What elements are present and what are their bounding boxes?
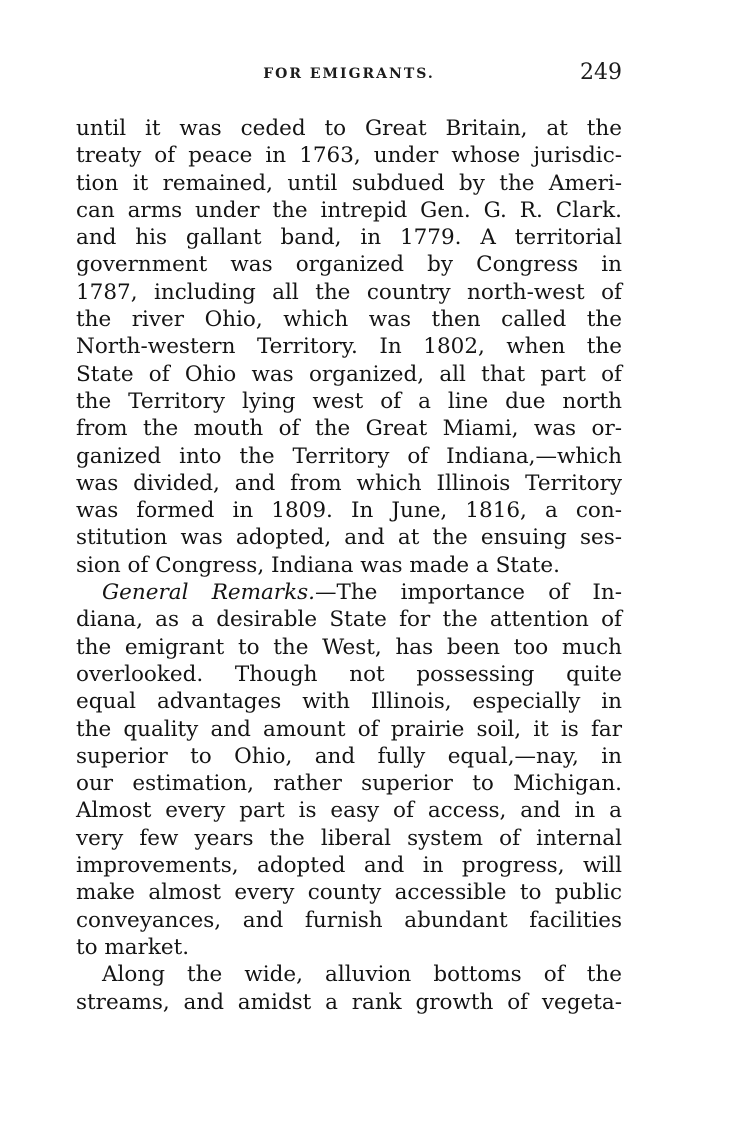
text-line: treaty of peace in 1763, under whose jurisdic- — [76, 143, 622, 169]
text-line: the emigrant to the West, has been too much — [76, 634, 622, 660]
paragraph-bottoms — [76, 961, 622, 1016]
text-line: can arms under the intrepid Gen. G. R. Clark. — [76, 197, 622, 223]
text-line: streams, and amidst a rank growth of vegeta- — [76, 989, 622, 1015]
text-line: superior to Ohio, and fully equal,—nay, in — [76, 743, 622, 769]
text-line: improvements, adopted and in progress, will — [76, 853, 622, 879]
text-line: tion it remained, until subdued by the Ameri- — [76, 170, 622, 196]
text-line-rest: —The importance of In- — [314, 580, 622, 606]
body-text — [76, 115, 622, 1016]
page-number: 249 — [580, 60, 622, 85]
text-line: the river Ohio, which was then called the — [76, 307, 622, 333]
running-title: FOR EMIGRANTS. — [263, 66, 435, 82]
text-line: the Territory lying west of a line due north — [76, 388, 622, 414]
text-line: and his gallant band, in 1779. A territorial — [76, 225, 622, 251]
text-line: overlooked. Though not possessing quite — [76, 661, 622, 687]
section-heading: General Remarks. — [102, 580, 315, 606]
text-line: ganized into the Territory of Indiana,—which — [76, 443, 622, 469]
text-line: our estimation, rather superior to Michigan. — [76, 771, 622, 797]
paragraph-history — [76, 115, 622, 579]
text-line: Almost every part is easy of access, and in a — [76, 798, 622, 824]
text-line: Along the wide, alluvion bottoms of the — [102, 962, 622, 988]
text-line: North-western Territory. In 1802, when the — [76, 334, 622, 360]
text-line: until it was ceded to Great Britain, at the — [76, 116, 622, 141]
text-line: sion of Congress, Indiana was made a State. — [76, 552, 560, 578]
text-line: government was organized by Congress in — [76, 252, 622, 278]
page-header — [76, 60, 622, 100]
text-line: was formed in 1809. In June, 1816, a con- — [76, 498, 622, 524]
paragraph-general-remarks — [76, 579, 622, 961]
text-line: conveyances, and furnish abundant facilities — [76, 907, 622, 933]
text-line: from the mouth of the Great Miami, was or- — [76, 416, 622, 442]
text-line: diana, as a desirable State for the attention of — [76, 607, 622, 633]
text-line: the quality and amount of prairie soil, it is far — [76, 716, 622, 742]
text-line: State of Ohio was organized, all that part of — [76, 361, 622, 387]
text-line: stitution was adopted, and at the ensuing ses- — [76, 525, 622, 551]
text-line: make almost every county accessible to public — [76, 880, 622, 906]
text-line: 1787, including all the country north-west of — [76, 279, 622, 305]
text-line: very few years the liberal system of internal — [76, 825, 622, 851]
text-line: was divided, and from which Illinois Territory — [76, 470, 622, 496]
text-line: to market. — [76, 934, 190, 960]
text-line — [76, 579, 622, 606]
text-line: equal advantages with Illinois, especially in — [76, 689, 622, 715]
